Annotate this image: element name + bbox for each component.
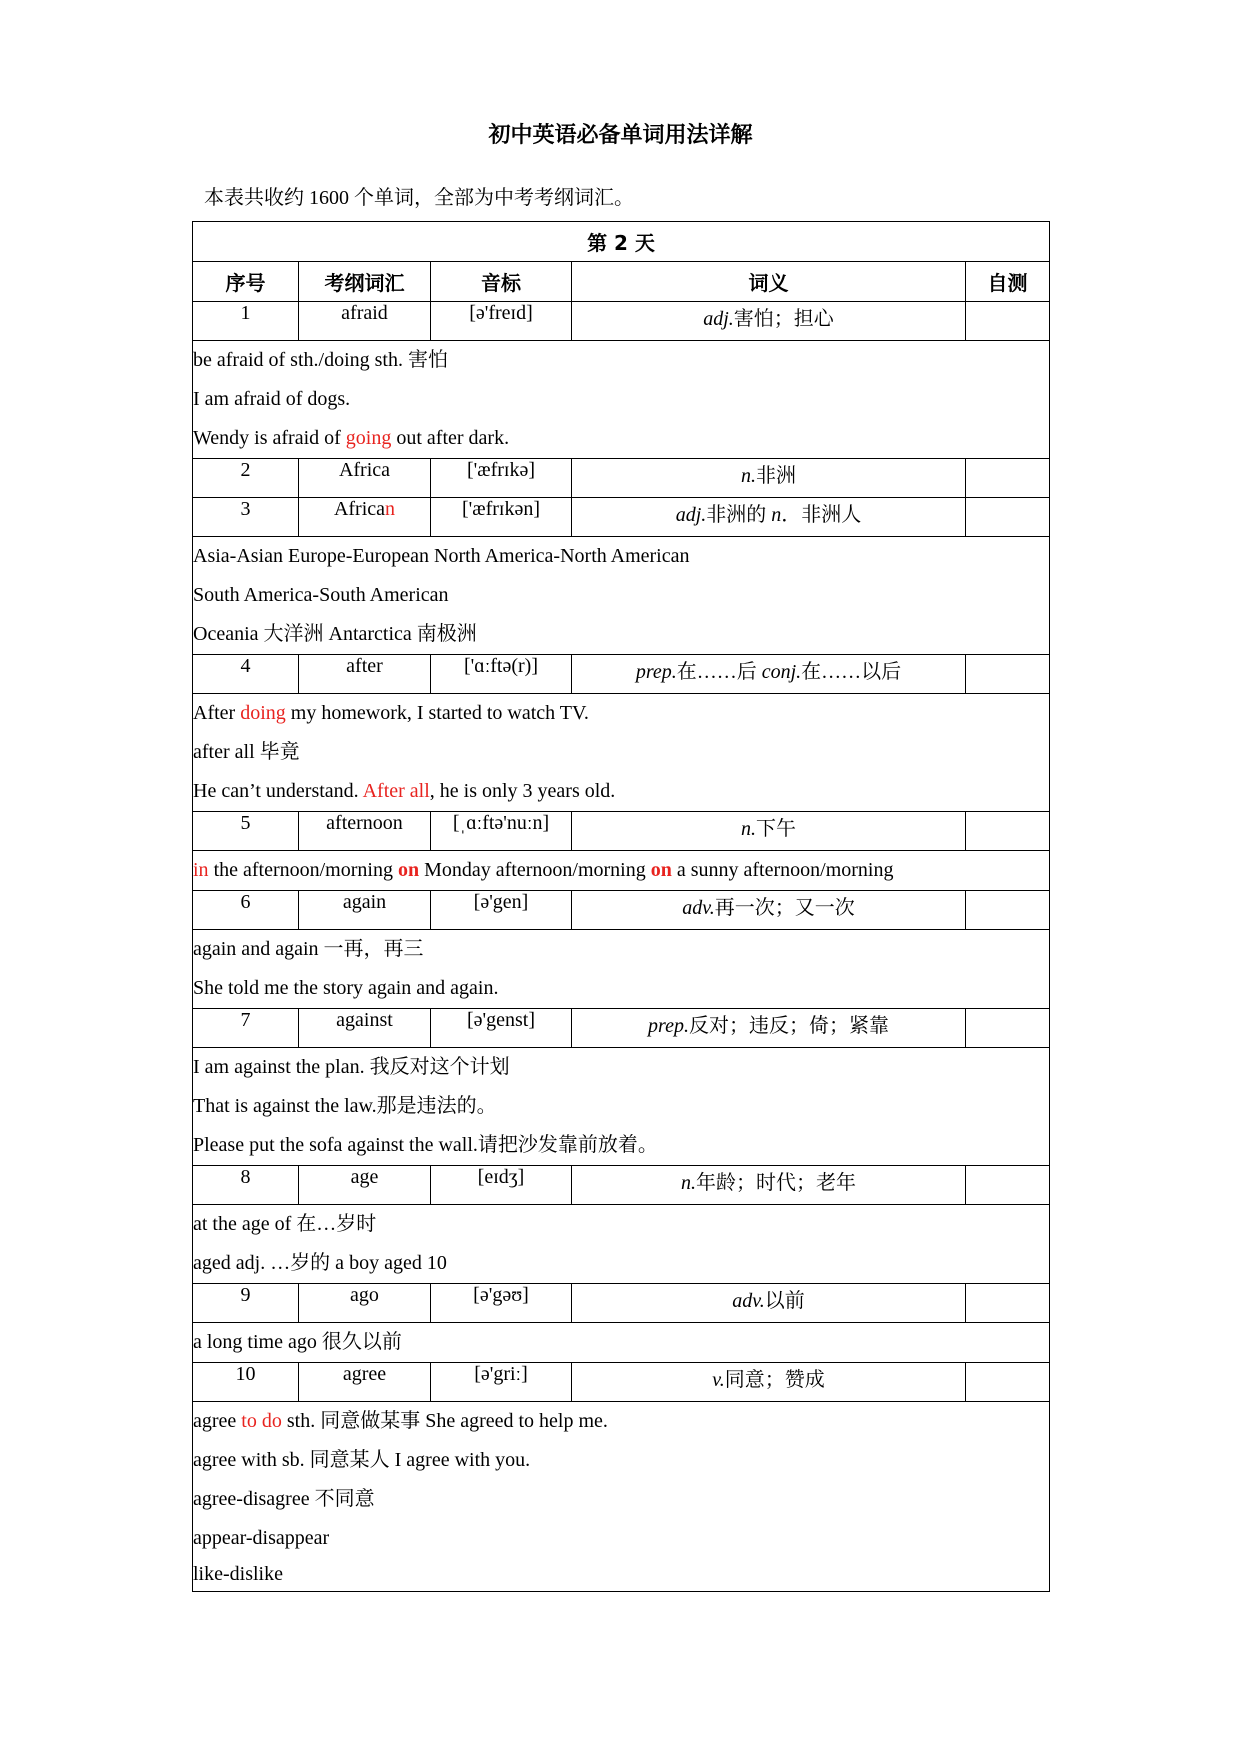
entry-meaning-segment: 非洲的 (706, 504, 772, 526)
entry-meaning-segment: n. (741, 818, 756, 840)
usage-notes-row (193, 537, 1050, 655)
entry-meaning (572, 1284, 966, 1323)
entry-index-segment: 1 (240, 302, 251, 324)
usage-line-segment: I am afraid of dogs. (193, 388, 351, 410)
usage-line-segment: Asia-Asian Europe-European North America-North American (193, 545, 690, 567)
entry-word-segment: Africa (333, 498, 386, 520)
entry-word-segment: again (342, 891, 387, 913)
vocab-table (192, 221, 1050, 1592)
usage-line-segment: agree (193, 1410, 242, 1432)
usage-line (193, 341, 1049, 380)
usage-notes-row (193, 930, 1050, 1009)
entry-self-test (966, 302, 1050, 341)
entry-meaning-segment: 年龄；时代；老年 (696, 1172, 856, 1194)
usage-line (193, 772, 1049, 811)
entry-meaning-segment: 下午 (756, 818, 796, 840)
entry-meaning-segment: 反对；违反；倚；紧靠 (688, 1015, 889, 1037)
usage-line-segment: aged adj. …岁的 a boy aged 10 (193, 1252, 447, 1274)
usage-line-segment: agree-disagree 不同意 (193, 1488, 375, 1510)
entry-word-segment: after (346, 655, 383, 677)
usage-line (193, 576, 1049, 615)
entry-self-test (966, 1284, 1050, 1323)
entry-index-segment: 5 (240, 812, 251, 834)
usage-notes (193, 1205, 1050, 1284)
usage-line (193, 1205, 1049, 1244)
entry-meaning-segment: n. (741, 465, 756, 487)
page-title: 初中英语必备单词用法详解 (488, 123, 753, 148)
usage-notes-row (193, 1323, 1050, 1363)
entry-phonetic (431, 1284, 572, 1323)
entry-meaning-segment: v. (712, 1369, 725, 1391)
usage-line (193, 1323, 1049, 1362)
usage-line (193, 1402, 1049, 1441)
entry-meaning-segment: 在……后 (676, 661, 762, 683)
entry-word-segment: n (385, 498, 396, 520)
usage-line (193, 1048, 1049, 1087)
entry-meaning (572, 1363, 966, 1402)
entry-index (193, 1009, 299, 1048)
usage-line-segment: Oceania 大洋洲 Antarctica 南极洲 (193, 623, 477, 645)
usage-line-segment: agree with sb. 同意某人 I agree with you. (193, 1449, 531, 1471)
entry-phonetic (431, 1009, 572, 1048)
usage-line-segment: I am against the plan. 我反对这个计划 (193, 1056, 510, 1078)
entry-index-segment: 3 (240, 498, 251, 520)
usage-line (193, 380, 1049, 419)
entry-index (193, 302, 299, 341)
entry-meaning-segment: 再一次；又一次 (714, 897, 855, 919)
usage-line-segment: , he is only 3 years old. (429, 780, 616, 802)
header-row (193, 262, 1050, 302)
entry-index (193, 891, 299, 930)
usage-line (193, 1519, 1049, 1558)
entry-self-test (966, 655, 1050, 694)
entry-self-test (966, 891, 1050, 930)
entry-self-test (966, 1166, 1050, 1205)
usage-line-segment: be afraid of sth./doing sth. 害怕 (193, 349, 448, 371)
usage-line (193, 615, 1049, 654)
entry-self-test (966, 812, 1050, 851)
header-word: 考纲词汇 (299, 262, 431, 302)
usage-line (193, 419, 1049, 458)
word-row (193, 1009, 1050, 1048)
usage-line-segment: out after dark. (391, 427, 510, 449)
word-row (193, 1284, 1050, 1323)
usage-line (193, 733, 1049, 772)
word-row (193, 459, 1050, 498)
entry-phonetic (431, 302, 572, 341)
entry-phonetic-segment: ['æfrɪkə] (466, 459, 536, 481)
entry-index-segment: 7 (240, 1009, 251, 1031)
entry-phonetic-segment: [eɪdʒ] (477, 1166, 525, 1188)
usage-line (193, 1087, 1049, 1126)
entry-meaning (572, 1009, 966, 1048)
entry-word-segment: afternoon (326, 812, 403, 834)
header-phonetic: 音标 (431, 262, 572, 302)
entry-phonetic (431, 1363, 572, 1402)
entry-phonetic-segment: [ə'gen] (473, 891, 529, 913)
usage-line-segment: After all (362, 780, 430, 802)
entry-meaning-segment: conj. (761, 661, 802, 683)
entry-word (299, 1009, 431, 1048)
entry-meaning-segment: 非洲 (756, 465, 796, 487)
header-self-test: 自测 (966, 262, 1050, 302)
usage-notes-row (193, 1402, 1050, 1592)
usage-line (193, 1126, 1049, 1165)
day-label: 第 2 天 (193, 222, 1050, 262)
usage-line (193, 969, 1049, 1008)
usage-line-segment: a sunny afternoon/morning (671, 859, 894, 881)
usage-line-segment: going (345, 427, 392, 449)
entry-word (299, 1166, 431, 1205)
usage-line-segment: to do (241, 1410, 282, 1432)
entry-word (299, 812, 431, 851)
usage-line (193, 851, 1049, 890)
usage-notes (193, 930, 1050, 1009)
entry-meaning (572, 891, 966, 930)
entry-phonetic-segment: ['æfrɪkən] (461, 498, 541, 520)
usage-line-segment: That is against the law.那是违法的。 (193, 1095, 497, 1117)
usage-line (193, 537, 1049, 576)
entry-meaning-segment: prep. (635, 661, 677, 683)
usage-line-segment: at the age of 在…岁时 (193, 1213, 377, 1235)
entry-phonetic (431, 459, 572, 498)
entry-meaning (572, 302, 966, 341)
word-row (193, 891, 1050, 930)
usage-line-segment: like-dislike (193, 1563, 283, 1585)
entry-meaning-segment: 以前 (764, 1290, 805, 1312)
entry-meaning-segment: n. (681, 1172, 696, 1194)
usage-notes-row (193, 341, 1050, 459)
entry-index (193, 1363, 299, 1402)
entry-phonetic-segment: [ˌɑːftə'nuːn] (452, 812, 550, 834)
entry-meaning-segment: prep. (648, 1015, 689, 1037)
word-row (193, 1166, 1050, 1205)
entry-index-segment: 4 (240, 655, 251, 677)
entry-meaning (572, 1166, 966, 1205)
usage-notes (193, 341, 1050, 459)
entry-phonetic (431, 812, 572, 851)
entry-index (193, 1166, 299, 1205)
entry-meaning-segment: 在……以后 (801, 661, 902, 683)
entry-meaning (572, 459, 966, 498)
entry-index (193, 498, 299, 537)
entry-word-segment: ago (350, 1284, 379, 1306)
header-index: 序号 (193, 262, 299, 302)
entry-phonetic-segment: [ə'genst] (466, 1009, 536, 1031)
usage-notes-row (193, 851, 1050, 891)
entry-phonetic (431, 655, 572, 694)
usage-line-segment: He can’t understand. (193, 780, 363, 802)
usage-line-segment: on (397, 859, 420, 881)
usage-notes (193, 537, 1050, 655)
entry-meaning (572, 498, 966, 537)
entry-meaning (572, 655, 966, 694)
usage-line (193, 1244, 1049, 1283)
entry-phonetic-segment: ['ɑːftə(r)] (463, 655, 538, 677)
entry-word (299, 302, 431, 341)
entry-word (299, 891, 431, 930)
entry-index-segment: 2 (240, 459, 251, 481)
entry-meaning-segment: ．非洲人 (781, 504, 862, 526)
entry-word (299, 459, 431, 498)
entry-word-segment: against (336, 1009, 393, 1031)
usage-line (193, 1558, 1049, 1591)
entry-index-segment: 10 (235, 1363, 256, 1385)
entry-index (193, 1284, 299, 1323)
entry-word (299, 498, 431, 537)
usage-line-segment: the afternoon/morning (208, 859, 398, 881)
entry-word-segment: afraid (341, 302, 388, 324)
intro-text: 本表共收约 1600 个单词，全部为中考考纲词汇。 (204, 187, 634, 209)
entry-meaning (572, 812, 966, 851)
usage-line-segment: Wendy is afraid of (193, 427, 346, 449)
usage-line-segment: She told me the story again and again. (193, 977, 499, 999)
entry-phonetic (431, 1166, 572, 1205)
usage-line-segment: again and again 一再，再三 (193, 938, 424, 960)
usage-line-segment: on (650, 859, 672, 881)
entry-phonetic-segment: [ə'griː] (474, 1363, 528, 1385)
usage-line-segment: doing (240, 702, 286, 724)
usage-line-segment: after all 毕竟 (193, 741, 300, 763)
entry-meaning-segment: 同意；赞成 (724, 1369, 825, 1391)
word-row (193, 655, 1050, 694)
usage-line-segment: in (193, 859, 209, 881)
header-meaning: 词义 (572, 262, 966, 302)
usage-notes (193, 1048, 1050, 1166)
usage-line (193, 1441, 1049, 1480)
usage-line-segment: South America-South American (193, 584, 449, 606)
entry-meaning-segment: n (771, 504, 782, 526)
entry-index (193, 459, 299, 498)
entry-index-segment: 6 (240, 891, 251, 913)
entry-self-test (966, 1363, 1050, 1402)
usage-line-segment: appear-disappear (193, 1527, 330, 1549)
entry-index (193, 812, 299, 851)
entry-phonetic-segment: [ə'gəʊ] (473, 1284, 529, 1306)
entry-phonetic-segment: [ə'freɪd] (469, 302, 533, 324)
usage-line-segment: a long time ago 很久以前 (193, 1331, 402, 1353)
entry-self-test (966, 459, 1050, 498)
entry-word-segment: Africa (338, 459, 391, 481)
entry-word-segment: agree (342, 1363, 387, 1385)
entry-meaning-segment: adj. (703, 308, 734, 330)
usage-notes-row (193, 1205, 1050, 1284)
word-row (193, 812, 1050, 851)
usage-notes (193, 1402, 1050, 1592)
entry-self-test (966, 1009, 1050, 1048)
usage-line-segment: After (193, 702, 241, 724)
usage-line-segment: my homework, I started to watch TV. (285, 702, 589, 724)
usage-line-segment: Please put the sofa against the wall.请把沙发靠前放着。 (193, 1134, 658, 1156)
usage-line (193, 930, 1049, 969)
entry-index (193, 655, 299, 694)
entry-self-test (966, 498, 1050, 537)
word-row (193, 302, 1050, 341)
day-row (193, 222, 1050, 262)
entry-index-segment: 9 (240, 1284, 251, 1306)
usage-notes (193, 851, 1050, 891)
usage-line-segment: Monday afternoon/morning (419, 859, 651, 881)
entry-word (299, 1284, 431, 1323)
usage-line (193, 694, 1049, 733)
entry-index-segment: 8 (240, 1166, 251, 1188)
entry-word (299, 1363, 431, 1402)
entry-meaning-segment: adv. (732, 1290, 765, 1312)
entry-word (299, 655, 431, 694)
entry-phonetic (431, 891, 572, 930)
usage-notes-row (193, 694, 1050, 812)
usage-line (193, 1480, 1049, 1519)
usage-line-segment: sth. 同意做某事 She agreed to help me. (281, 1410, 608, 1432)
usage-notes (193, 694, 1050, 812)
entry-word-segment: age (350, 1166, 379, 1188)
entry-meaning-segment: 害怕；担心 (733, 308, 834, 330)
entry-meaning-segment: adv. (682, 897, 715, 919)
entry-phonetic (431, 498, 572, 537)
usage-notes-row (193, 1048, 1050, 1166)
word-row (193, 1363, 1050, 1402)
entry-meaning-segment: adj. (675, 504, 707, 526)
usage-notes (193, 1323, 1050, 1363)
word-row (193, 498, 1050, 537)
